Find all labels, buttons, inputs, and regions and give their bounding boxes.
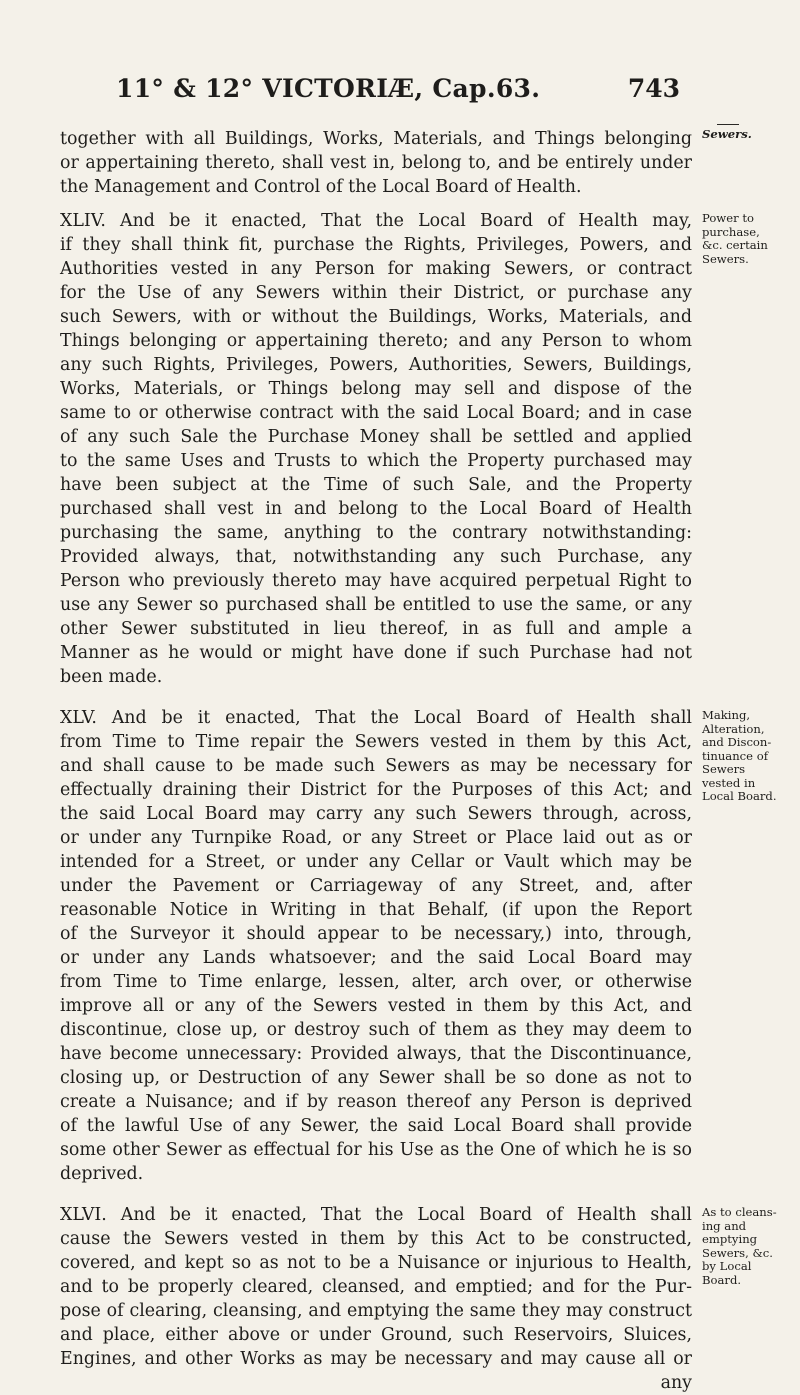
text-line: covered, and kept so as not to be a Nuisance or injurious to Health, [60, 1253, 692, 1273]
section-44 [60, 209, 692, 689]
text-line: been made. [60, 667, 163, 687]
text-line: improve all or any of the Sewers vested in them by this Act, and [60, 996, 692, 1016]
text-line: Person who previously thereto may have acquired perpetual Right to [60, 571, 692, 591]
margin-note-46 [702, 1206, 798, 1287]
text-line: and place, either above or under Ground, such Reservoirs, Sluices, [60, 1325, 692, 1345]
text-line: of any such Sale the Purchase Money shall be settled and applied [60, 427, 692, 447]
margin-note-line: As to cleans- [702, 1205, 777, 1219]
text-line: other Sewer substituted in lieu thereof, in as full and ample a [60, 619, 692, 639]
running-header [116, 74, 680, 114]
margin-heading-sewers [702, 128, 798, 142]
text-line: from Time to Time enlarge, lessen, alter, arch over, or otherwise [60, 972, 692, 992]
margin-note-line: Board. [702, 1272, 742, 1287]
margin-note-line: purchase, [702, 224, 760, 239]
text-line: XLIV. And be it enacted, That the Local Board of Health may, [60, 211, 692, 231]
margin-note-line: emptying [702, 1232, 758, 1246]
text-line: Works, Materials, or Things belong may sell and dispose of the [60, 379, 692, 399]
text-line: from Time to Time repair the Sewers vested in them by this Act, [60, 732, 692, 752]
text-line: closing up, or Destruction of any Sewer shall be so done as not to [60, 1068, 692, 1088]
section-46 [60, 1203, 692, 1395]
text-line: Engines, and other Works as may be necessary and may cause all or [60, 1349, 692, 1369]
margin-note-44 [702, 212, 798, 266]
text-line: discontinue, close up, or destroy such of them as they may deem to [60, 1020, 692, 1040]
margin-note-line: Sewers, &c. [702, 1245, 773, 1260]
margin-note-line: tinuance of [702, 748, 768, 763]
text-line: Provided always, that, notwithstanding any such Purchase, any [60, 547, 692, 567]
text-line: purchased shall vest in and belong to the Local Board of Health [60, 499, 692, 519]
margin-heading: Sewers. [702, 127, 752, 141]
opening-paragraph [60, 127, 692, 199]
text-line: purchasing the same, anything to the contrary notwithstanding: [60, 523, 692, 543]
text-line: cause the Sewers vested in them by this Act to be constructed, [60, 1229, 692, 1249]
text-line: XLVI. And be it enacted, That the Local Board of Health shall [60, 1205, 692, 1225]
text-line: effectually draining their District for the Purposes of this Act; and [60, 780, 692, 800]
text-line: or under any Turnpike Road, or any Street or Place laid out as or [60, 828, 692, 848]
text-line: Authorities vested in any Person for making Sewers, or contract [60, 259, 692, 279]
text-line: deprived. [60, 1164, 144, 1184]
header-title: 11° & 12° VICTORIÆ, Cap.63. [116, 74, 541, 103]
text-line: have become unnecessary: Provided always, that the Discontinuance, [60, 1044, 692, 1064]
margin-note-line: Power to [702, 211, 754, 225]
text-line: such Sewers, with or without the Buildings, Works, Materials, and [60, 307, 692, 327]
text-line: XLV. And be it enacted, That the Local Board of Health shall [60, 708, 692, 728]
margin-note-line: Sewers. [702, 251, 749, 266]
text-line: reasonable Notice in Writing in that Behalf, (if upon the Report [60, 900, 692, 920]
text-line: pose of clearing, cleansing, and emptying the same they may construct [60, 1301, 692, 1321]
heading-rule [717, 124, 739, 125]
text-line: any such Rights, Privileges, Powers, Authorities, Sewers, Buildings, [60, 355, 692, 375]
text-line: and to be properly cleared, cleansed, and emptied; and for the Pur- [60, 1277, 692, 1297]
text-line: create a Nuisance; and if by reason thereof any Person is deprived [60, 1092, 692, 1112]
text-line: the Management and Control of the Local Board of Health. [60, 177, 582, 197]
text-line: or under any Lands whatsoever; and the said Local Board may [60, 948, 692, 968]
margin-note-45 [702, 709, 798, 804]
margin-note-line: and Discon- [702, 735, 772, 749]
text-line: of the Surveyor it should appear to be necessary,) into, through, [60, 924, 692, 944]
section-45 [60, 706, 692, 1186]
margin-note-line: Sewers [702, 762, 746, 776]
text-line: for the Use of any Sewers within their District, or purchase any [60, 283, 692, 303]
margin-note-line: Alteration, [702, 721, 765, 736]
text-line: if they shall think fit, purchase the Rights, Privileges, Powers, and [60, 235, 692, 255]
text-line: some other Sewer as effectual for his Use as the One of which he is so [60, 1140, 692, 1160]
text-line: or appertaining thereto, shall vest in, belong to, and be entirely under [60, 153, 692, 173]
margin-note-line: vested in [702, 775, 756, 790]
text-line: same to or otherwise contract with the said Local Board; and in case [60, 403, 692, 423]
text-line: under the Pavement or Carriageway of any Street, and, after [60, 876, 692, 896]
text-line: intended for a Street, or under any Cellar or Vault which may be [60, 852, 692, 872]
text-line: and shall cause to be made such Sewers as may be necessary for [60, 756, 692, 776]
text-line: the said Local Board may carry any such Sewers through, across, [60, 804, 692, 824]
text-line: have been subject at the Time of such Sale, and the Property [60, 475, 692, 495]
text-line: Things belonging or appertaining thereto; and any Person to whom [60, 331, 692, 351]
margin-note-line: by Local [702, 1259, 752, 1273]
page-number: 743 [627, 74, 680, 103]
margin-note-line: &c. certain [702, 238, 768, 252]
margin-note-line: ing and [702, 1218, 747, 1233]
catchword: any [660, 1373, 692, 1393]
text-line: Manner as he would or might have done if such Purchase had not [60, 643, 692, 663]
text-line: of the lawful Use of any Sewer, the said Local Board shall provide [60, 1116, 692, 1136]
text-line: to the same Uses and Trusts to which the Property purchased may [60, 451, 692, 471]
text-line: together with all Buildings, Works, Materials, and Things belonging [60, 129, 692, 149]
margin-note-line: Making, [702, 708, 751, 722]
text-line: use any Sewer so purchased shall be entitled to use the same, or any [60, 595, 692, 615]
margin-note-line: Local Board. [702, 789, 777, 803]
